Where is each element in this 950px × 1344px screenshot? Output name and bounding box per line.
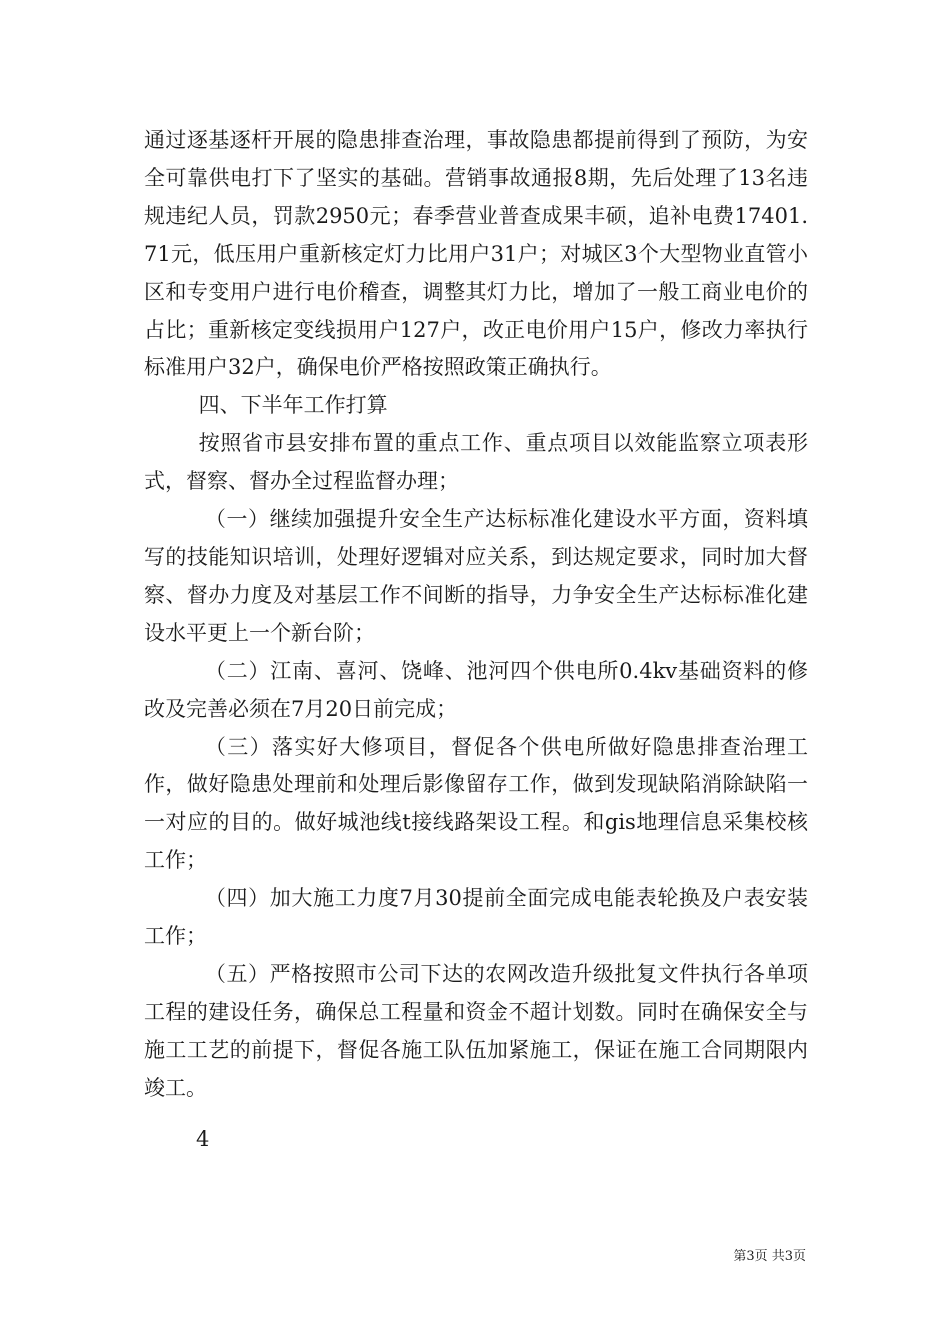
footer-page-info: 第3页 共3页 <box>733 1249 806 1264</box>
paragraph-item-2: （二）江南、喜河、饶峰、池河四个供电所0.4kv基础资料的修改及完善必须在7月20日前完成； <box>144 658 808 721</box>
paragraph-item-4: （四）加大施工力度7月30提前全面完成电能表轮换及户表安装工作； <box>144 886 808 949</box>
paragraph-item-5: （五）严格按照市公司下达的农网改造升级批复文件执行各单项工程的建设任务，确保总工程量和资金不超计划数。同时在确保安全与施工工艺的前提下，督促各施工队伍加紧施工，保证在施工合同期限内竣工。 <box>144 961 808 1100</box>
paragraph-item-1: （一）继续加强提升安全生产达标标准化建设水平方面，资料填写的技能知识培训，处理好逻辑对应关系，到达规定要求，同时加大督察、督办力度及对基层工作不间断的指导，力争安全生产达标标准化建设水平更上一个新台阶； <box>144 507 808 645</box>
inline-page-number: 4 <box>196 1127 210 1151</box>
document-body <box>144 122 808 1108</box>
paragraph-intro: 按照省市县安排布置的重点工作、重点项目以效能监察立项表形式，督察、督办全过程监督办理； <box>144 431 808 494</box>
paragraph-item-3: （三）落实好大修项目，督促各个供电所做好隐患排查治理工作，做好隐患处理前和处理后影像留存工作，做到发现缺陷消除缺陷一一对应的目的。做好城池线t接线路架设工程。和gis地理信息采集校核工作； <box>144 734 808 873</box>
section-heading: 四、下半年工作打算 <box>198 393 388 418</box>
paragraph-continuation: 通过逐基逐杆开展的隐患排查治理，事故隐患都提前得到了预防，为安全可靠供电打下了坚实的基础。营销事故通报8期，先后处理了13名违规违纪人员，罚款2950元；春季营业普查成果丰硕，追补电费17401.71元，低压用户重新核定灯力比用户31户；对城区3个大型物业直管小区和专变用户进行电价稽查，调整其灯力比，增加了一般工商业电价的占比；重新核定变线损用户127户，改正电价用户15户，修改力率执行标准用户32户，确保电价严格按照政策正确执行。 <box>144 128 808 380</box>
